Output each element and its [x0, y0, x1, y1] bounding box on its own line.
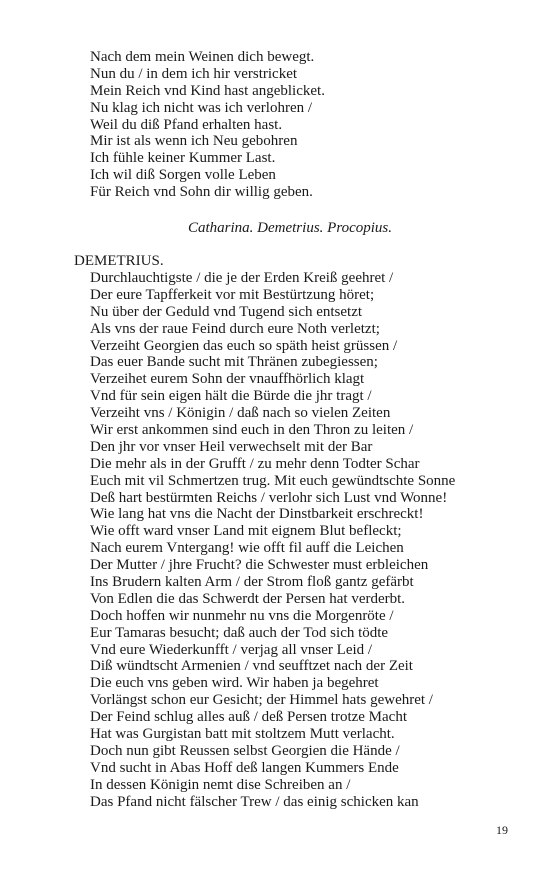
speech-line: Ins Brudern kalten Arm / der Strom floß gantz gefärbt [90, 574, 414, 591]
speech-line: Euch mit vil Schmertzen trug. Mit euch gewündtschte Sonne [90, 472, 456, 489]
speech-line: Als vns der raue Feind durch eure Noth verletzt; [90, 320, 380, 337]
speech-line: Durchlauchtigste / die je der Erden Kreiß geehret / [90, 270, 394, 286]
speech-line: Hat was Gurgistan batt mit stoltzem Mutt verlacht. [90, 726, 395, 743]
speech-line: Der Mutter / jhre Frucht? die Schwester must erbleichen [90, 557, 429, 574]
speech-line: Die mehr als in der Grufft / zu mehr denn Todter Schar [90, 455, 420, 472]
verse-line: Ich fühle keiner Kummer Last. [90, 150, 276, 167]
speech-line: Wir erst ankommen sind euch in den Thron zu leiten / [90, 422, 414, 439]
speech-line: Von Edlen die das Schwerdt der Persen hat verderbt. [90, 590, 406, 607]
verse-line: Für Reich vnd Sohn dir willig geben. [90, 184, 313, 201]
speech-line: Doch hoffen wir nunmehr nu vns die Morgenröte / [90, 607, 394, 624]
speech-line: Doch nun gibt Reussen selbst Georgien die Hände / [90, 742, 400, 759]
speech-line: Vnd für sein eigen hält die Bürde die jhr tragt / [90, 388, 372, 405]
speaker-name: DEMETRIUS. [74, 253, 164, 269]
speech-line: Vnd sucht in Abas Hoff deß langen Kummers Ende [90, 759, 399, 776]
speech-line: Den jhr vor vnser Heil verwechselt mit der Bar [90, 438, 373, 455]
speech-line: Verzeiht vns / Königin / daß nach so vielen Zeiten [90, 405, 391, 422]
verse-line: Mir ist als wenn ich Neu gebohren [90, 133, 298, 150]
verse-line: Ich wil diß Sorgen volle Leben [90, 167, 276, 184]
verse-line: Nach dem mein Weinen dich bewegt. [90, 49, 315, 65]
speech-line: Das Pfand nicht fälscher Trew / das einig schicken kan [90, 793, 419, 810]
speech-line: Vnd eure Wiederkunfft / verjag all vnser Leid / [90, 641, 373, 658]
speech-block [90, 270, 530, 811]
speech-line: Verzeihet eurem Sohn der vnauffhörlich klagt [90, 371, 365, 388]
page-number: 19 [496, 823, 508, 837]
speech-line: Diß wündtscht Armenien / vnd seufftzet nach der Zeit [90, 658, 413, 675]
verse-line: Mein Reich vnd Kind hast angeblicket. [90, 82, 325, 99]
verse-line: Nun du / in dem ich hir verstricket [90, 65, 298, 82]
speech-line: In dessen Königin nemt dise Schreiben an / [90, 776, 351, 793]
speech-line: Die euch vns geben wird. Wir haben ja begehret [90, 675, 379, 692]
verse-line: Weil du diß Pfand erhalten hast. [90, 116, 283, 133]
speech-line: Verzeiht Georgien das euch so späth heist grüssen / [90, 337, 398, 354]
scene-heading: Catharina. Demetrius. Procopius. [187, 220, 393, 236]
opening-verse [90, 49, 520, 201]
speech-line: Wie offt ward vnser Land mit eignem Blut befleckt; [90, 523, 402, 540]
speech-line: Nach eurem Vntergang! wie offt fil auff die Leichen [90, 540, 404, 557]
speech-line: Nu über der Geduld vnd Tugend sich entsetzt [90, 303, 363, 320]
verse-line: Nu klag ich nicht was ich verlohren / [90, 99, 313, 116]
speech-line: Der eure Tapfferkeit vor mit Bestürtzung höret; [90, 286, 375, 303]
speech-line: Das euer Bande sucht mit Thränen zubegiessen; [90, 354, 378, 371]
speech-line: Deß hart bestürmten Reichs / verlohr sich Lust vnd Wonne! [90, 489, 448, 506]
speech-line: Der Feind schlug alles auß / deß Persen trotze Macht [90, 709, 407, 726]
speech-line: Wie lang hat vns die Nacht der Dinstbarkeit erschreckt! [90, 506, 424, 523]
speech-line: Eur Tamaras besucht; daß auch der Tod sich tödte [90, 624, 389, 641]
speech-line: Vorlängst schon eur Gesicht; der Himmel hats gewehret / [90, 692, 433, 709]
